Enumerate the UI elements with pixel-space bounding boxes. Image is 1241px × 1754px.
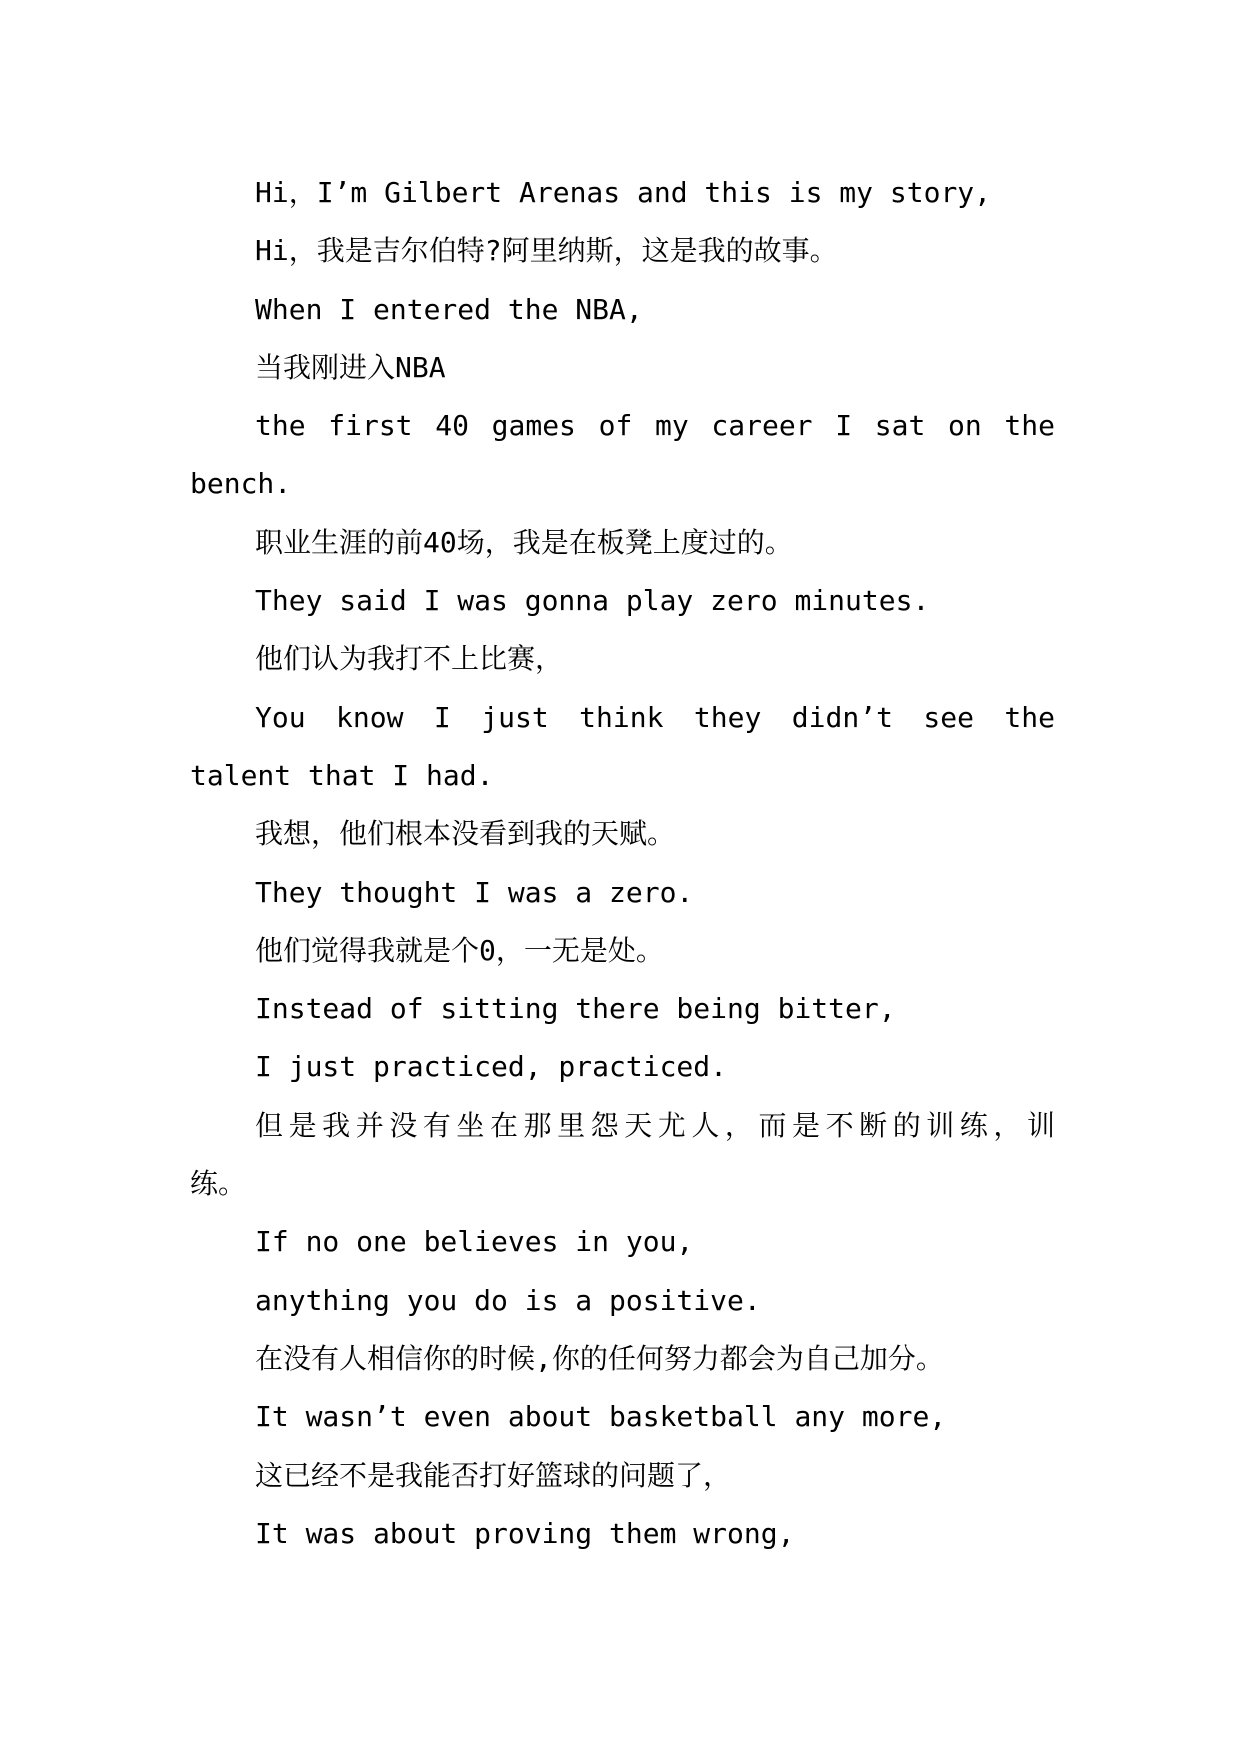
text-line: 在没有人相信你的时候,你的任何努力都会为自己加分。 [255, 1341, 944, 1375]
text-line: Instead of sitting there being bitter, [255, 992, 896, 1026]
text-line: 他们觉得我就是个0，一无是处。 [255, 933, 664, 967]
text-line: Hi，I’m Gilbert Arenas and this is my story, [255, 176, 992, 209]
text-line: If no one believes in you, [255, 1225, 694, 1259]
text-line: It was about proving them wrong, [255, 1516, 795, 1550]
text-line: 他们认为我打不上比赛， [255, 642, 564, 676]
text-line: They thought I was a zero. [255, 875, 694, 909]
text-line: 当我刚进入NBA [255, 350, 446, 384]
text-line: 但是我并没有坐在那里怨天尤人，而是不断的训练，训 [255, 1108, 1055, 1142]
text-line: 职业生涯的前40场，我是在板凳上度过的。 [255, 525, 793, 559]
text-line: Hi，我是吉尔伯特?阿里纳斯，这是我的故事。 [255, 234, 838, 268]
text-line: I just practiced, practiced. [255, 1050, 728, 1084]
text-line: 我想，他们根本没看到我的天赋。 [255, 817, 676, 851]
text-line: You know I just think they didn’t see the [255, 700, 1055, 734]
text-line: the first 40 games of my career I sat on the [255, 409, 1055, 443]
text-line: When I entered the NBA, [255, 292, 643, 326]
text-line: 这已经不是我能否打好篮球的问题了， [255, 1458, 732, 1492]
document-body [190, 164, 1055, 1563]
text-line: talent that I had. [190, 758, 494, 792]
text-line: bench. [190, 467, 292, 501]
text-line: They said I was gonna play zero minutes. [255, 584, 930, 618]
text-line: It wasn’t even about basketball any more, [255, 1400, 947, 1434]
text-line: anything you do is a positive. [255, 1283, 761, 1317]
text-line: 练。 [190, 1167, 247, 1201]
